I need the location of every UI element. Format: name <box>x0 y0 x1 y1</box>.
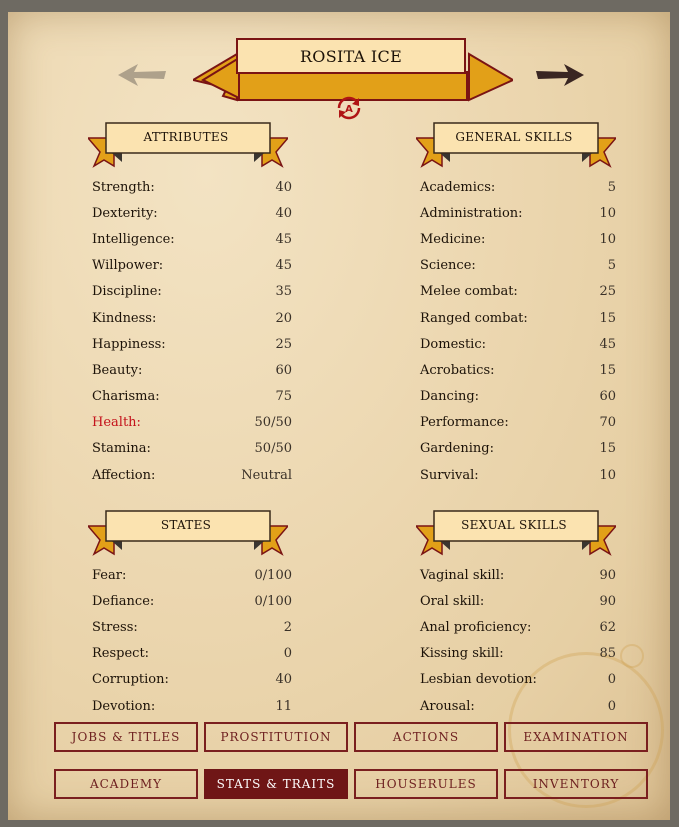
skill-row-melee-combat: Melee combat: 25 <box>420 284 616 300</box>
skill-row-academics: Academics: 5 <box>420 179 616 195</box>
jobs-titles-button[interactable]: JOBS & TITLES <box>54 722 198 752</box>
character-name: ROSITA ICE <box>236 38 466 74</box>
inventory-button[interactable]: INVENTORY <box>504 769 648 799</box>
sexual-skills-title: SEXUAL SKILLS <box>461 518 567 532</box>
skill-row-performance: Performance: 70 <box>420 415 616 431</box>
stat-row-kindness: Kindness: 20 <box>92 310 292 326</box>
attributes-banner <box>88 122 288 168</box>
skill-row-administration: Administration: 10 <box>420 205 616 221</box>
state-row-stress: Stress: 2 <box>92 619 292 635</box>
stat-row-strength: Strength: 40 <box>92 179 292 195</box>
general-skills-banner <box>416 122 616 168</box>
states-banner <box>88 510 288 556</box>
stat-row-willpower: Willpower: 45 <box>92 258 292 274</box>
sexual-skills-list <box>420 562 616 719</box>
stat-row-affection: Affection: Neutral <box>92 467 292 483</box>
arrow-right-icon[interactable] <box>536 64 584 86</box>
stat-row-charisma: Charisma: 75 <box>92 389 292 405</box>
stat-row-dexterity: Dexterity: 40 <box>92 205 292 221</box>
arrow-left-icon[interactable] <box>118 64 166 86</box>
stat-row-beauty: Beauty: 60 <box>92 362 292 378</box>
stats-traits-button[interactable]: STATS & TRAITS <box>204 769 348 799</box>
houserules-button[interactable]: HOUSERULES <box>354 769 498 799</box>
attributes-title: ATTRIBUTES <box>143 130 229 144</box>
state-row-corruption: Corruption: 40 <box>92 672 292 688</box>
actions-button[interactable]: ACTIONS <box>354 722 498 752</box>
skill-row-survival: Survival: 10 <box>420 467 616 483</box>
auto-cycle-icon[interactable] <box>335 94 363 122</box>
sexual-skill-row-anal: Anal proficiency: 62 <box>420 619 616 635</box>
skill-row-medicine: Medicine: 10 <box>420 231 616 247</box>
states-list <box>92 562 292 719</box>
skill-row-dancing: Dancing: 60 <box>420 389 616 405</box>
examination-button[interactable]: EXAMINATION <box>504 722 648 752</box>
academy-button[interactable]: ACADEMY <box>54 769 198 799</box>
general-skills-title: GENERAL SKILLS <box>455 130 573 144</box>
skill-row-gardening: Gardening: 15 <box>420 441 616 457</box>
skill-row-ranged-combat: Ranged combat: 15 <box>420 310 616 326</box>
skill-row-science: Science: 5 <box>420 258 616 274</box>
sexual-skill-row-lesbian: Lesbian devotion: 0 <box>420 672 616 688</box>
coffee-stain-decoration <box>620 644 644 668</box>
sexual-skill-row-vaginal: Vaginal skill: 90 <box>420 567 616 583</box>
skill-row-domestic: Domestic: 45 <box>420 336 616 352</box>
attributes-list <box>92 174 292 488</box>
state-row-defiance: Defiance: 0/100 <box>92 593 292 609</box>
sexual-skill-row-kissing: Kissing skill: 85 <box>420 646 616 662</box>
sexual-skill-row-arousal: Arousal: 0 <box>420 698 616 714</box>
prostitution-button[interactable]: PROSTITUTION <box>204 722 348 752</box>
stat-row-stamina: Stamina: 50/50 <box>92 441 292 457</box>
general-skills-list <box>420 174 616 488</box>
sexual-skills-banner <box>416 510 616 556</box>
stat-row-happiness: Happiness: 25 <box>92 336 292 352</box>
state-row-fear: Fear: 0/100 <box>92 567 292 583</box>
sexual-skill-row-oral: Oral skill: 90 <box>420 593 616 609</box>
states-title: STATES <box>160 518 212 532</box>
stat-row-intelligence: Intelligence: 45 <box>92 231 292 247</box>
stat-row-health[interactable]: Health: 50/50 <box>92 415 292 431</box>
state-row-devotion: Devotion: 11 <box>92 698 292 714</box>
character-sheet-panel <box>8 12 670 820</box>
stat-row-discipline: Discipline: 35 <box>92 284 292 300</box>
svg-text:A: A <box>345 104 353 115</box>
skill-row-acrobatics: Acrobatics: 15 <box>420 362 616 378</box>
state-row-respect: Respect: 0 <box>92 646 292 662</box>
